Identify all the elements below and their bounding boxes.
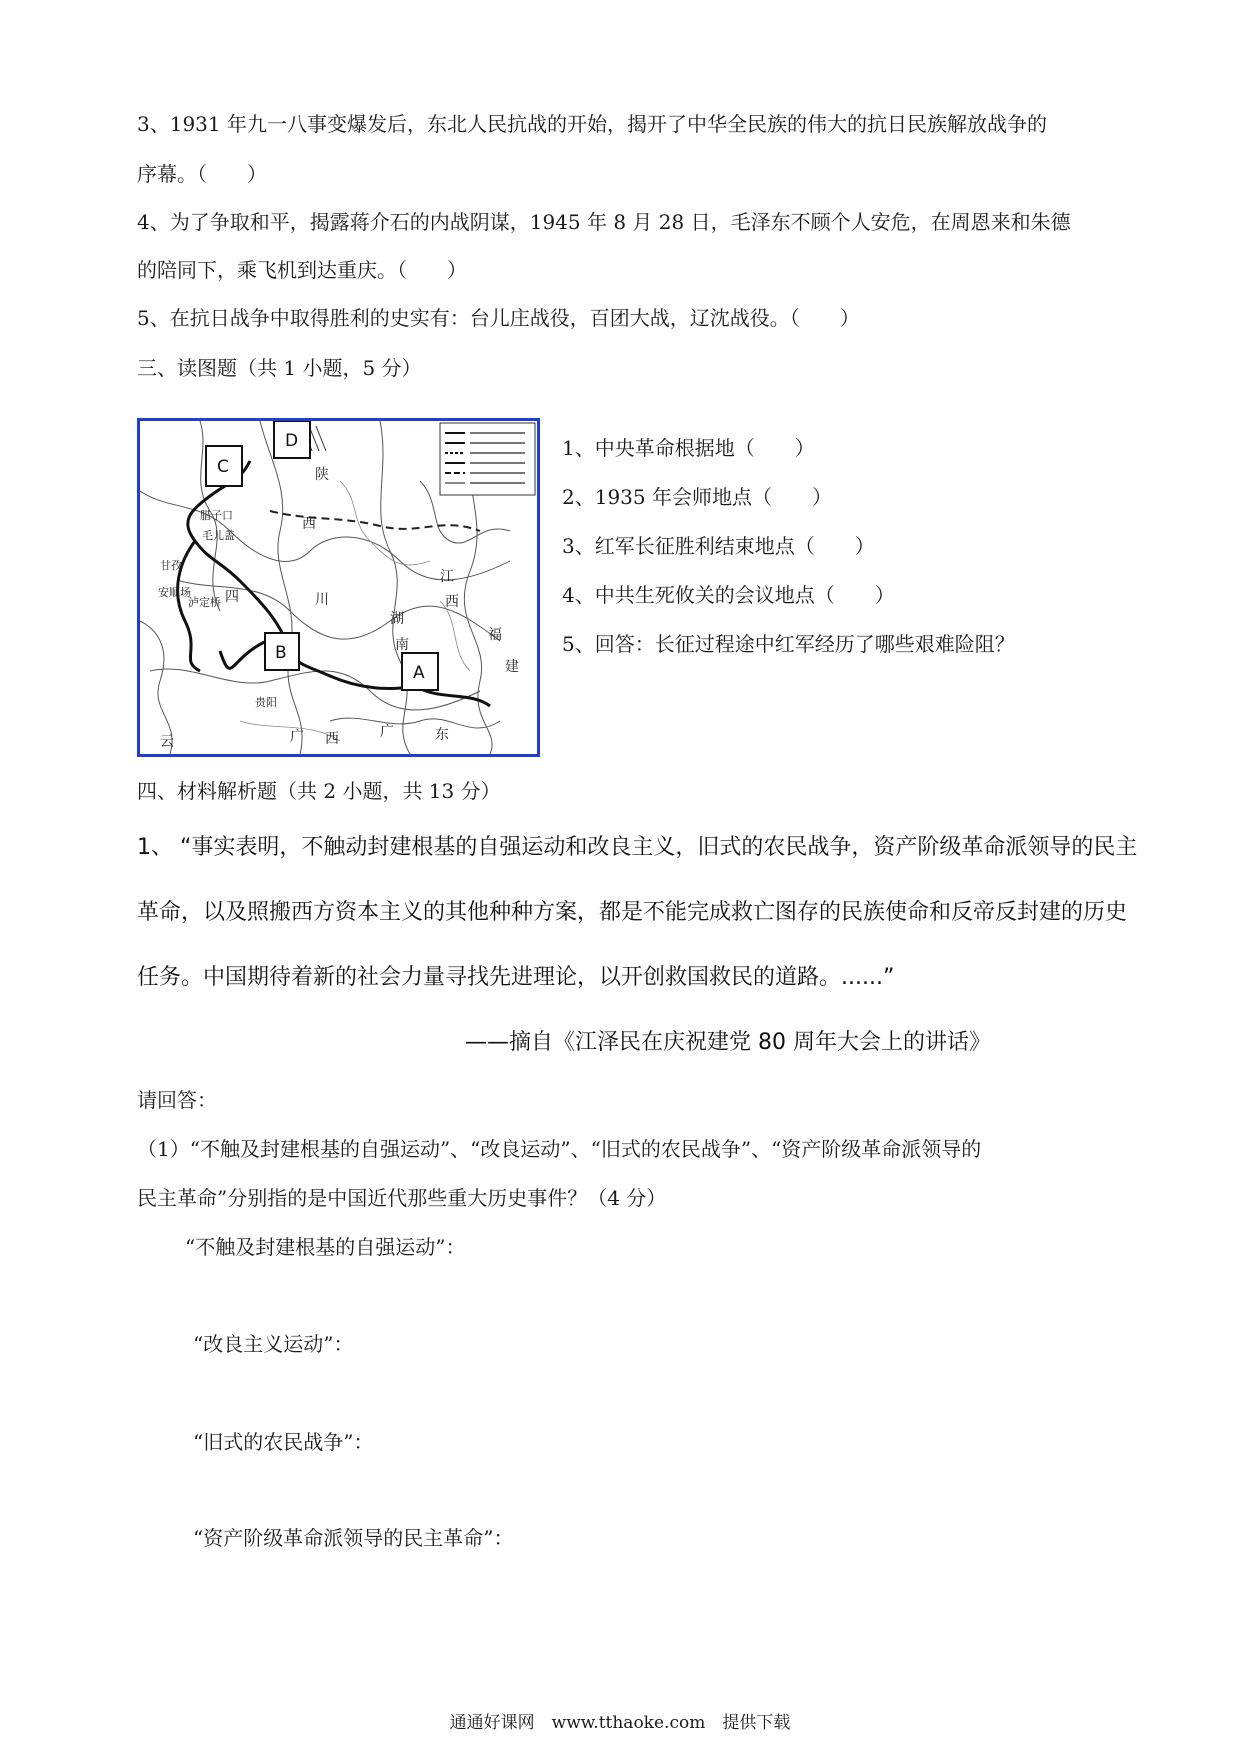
map-label-b: B bbox=[275, 643, 287, 663]
map-place-hu: 湖 bbox=[390, 611, 404, 627]
map-place-jiang: 江 bbox=[440, 569, 454, 585]
map-place-dong: 东 bbox=[435, 727, 449, 743]
sub-question-1-line1: （1）“不触及封建根基的自强运动”、“改良运动”、“旧式的农民战争”、“资产阶级革命派领导的 bbox=[137, 1137, 982, 1161]
quote-line3: 任务。中国期待着新的社会力量寻找先进理论，以开创救国救民的道路。......” bbox=[137, 965, 895, 990]
quote-line1: 1、 “事实表明，不触动封建根基的自强运动和改良主义，旧式的农民战争，资产阶级革命派领导的民主 bbox=[137, 835, 1138, 860]
q4-line1: 4、为了争取和平，揭露蒋介石的内战阴谋，1945 年 8 月 28 日，毛泽东不顾个人安危，在周恩来和朱德 bbox=[137, 210, 1071, 234]
map-place-fu: 福 bbox=[488, 627, 502, 643]
map-place-ludingqiao: 泸定桥 bbox=[188, 596, 221, 609]
answer-item-reform: “改良主义运动”： bbox=[193, 1332, 354, 1356]
map-label-d: D bbox=[285, 431, 299, 451]
answer-item-democratic-revolution: “资产阶级革命派领导的民主革命”： bbox=[193, 1526, 514, 1550]
section3-heading: 三、读图题（共 1 小题，5 分） bbox=[137, 356, 422, 380]
q5-line: 5、在抗日战争中取得胜利的史实有：台儿庄战役，百团大战，辽沈战役。（ ） bbox=[137, 306, 860, 330]
map-place-guiyang: 贵阳 bbox=[255, 696, 277, 709]
map-question-3: 3、红军长征胜利结束地点（ ） bbox=[562, 534, 875, 558]
map-question-2: 2、1935 年会师地点（ ） bbox=[562, 485, 832, 509]
map-drawing bbox=[140, 421, 537, 754]
page-footer: 通通好课网 www.tthaoke.com 提供下载 bbox=[449, 1713, 791, 1733]
map-place-xi-3: 西 bbox=[325, 731, 339, 747]
map-label-a: A bbox=[413, 663, 425, 683]
answer-item-self-strengthening: “不触及封建根基的自强运动”： bbox=[185, 1235, 466, 1259]
map-place-nan: 南 bbox=[395, 637, 409, 653]
map-place-guang: 广 bbox=[380, 724, 394, 740]
map-place-lazikou: 腊子口 bbox=[200, 509, 233, 522]
map-place-anshunchang: 安顺场 bbox=[158, 586, 191, 599]
map-legend bbox=[440, 423, 535, 495]
section4-heading: 四、材料解析题（共 2 小题，共 13 分） bbox=[137, 779, 501, 803]
map-place-xi-2: 西 bbox=[445, 594, 459, 610]
map-question-5: 5、回答：长征过程途中红军经历了哪些艰难险阻？ bbox=[562, 632, 1015, 656]
q3-line2: 序幕。（ ） bbox=[137, 162, 267, 186]
q3-line1: 3、1931 年九一八事变爆发后，东北人民抗战的开始，揭开了中华全民族的伟大的抗日民族解放战争的 bbox=[137, 112, 1047, 136]
answer-item-peasant-war: “旧式的农民战争”： bbox=[193, 1430, 374, 1454]
map-place-si: 四 bbox=[225, 589, 239, 605]
map-label-c: C bbox=[217, 457, 229, 477]
q4-line2: 的陪同下，乘飞机到达重庆。（ ） bbox=[137, 258, 467, 282]
map-place-chuan: 川 bbox=[315, 592, 329, 608]
map-place-xi-1: 西 bbox=[302, 516, 316, 532]
long-march-map bbox=[137, 418, 540, 757]
map-place-yun: 云 bbox=[160, 734, 174, 750]
map-place-ganzi: 甘孜 bbox=[160, 559, 182, 572]
map-place-shaan: 陕 bbox=[315, 467, 329, 483]
map-place-jian: 建 bbox=[505, 659, 519, 675]
sub-question-1-line2: 民主革命”分别指的是中国近代那些重大历史事件？（4 分） bbox=[137, 1186, 667, 1210]
map-place-guang-2: 广 bbox=[290, 729, 304, 745]
answer-prompt: 请回答： bbox=[137, 1088, 217, 1112]
quote-line2: 革命，以及照搬西方资本主义的其他种种方案，都是不能完成救亡图存的民族使命和反帝反封建的历史 bbox=[137, 900, 1128, 925]
quote-source: ——摘自《江泽民在庆祝建党 80 周年大会上的讲话》 bbox=[465, 1030, 991, 1055]
map-place-maoergai: 毛儿盖 bbox=[202, 529, 235, 542]
map-question-1: 1、中央革命根据地（ ） bbox=[562, 436, 815, 460]
map-question-4: 4、中共生死攸关的会议地点（ ） bbox=[562, 583, 895, 607]
